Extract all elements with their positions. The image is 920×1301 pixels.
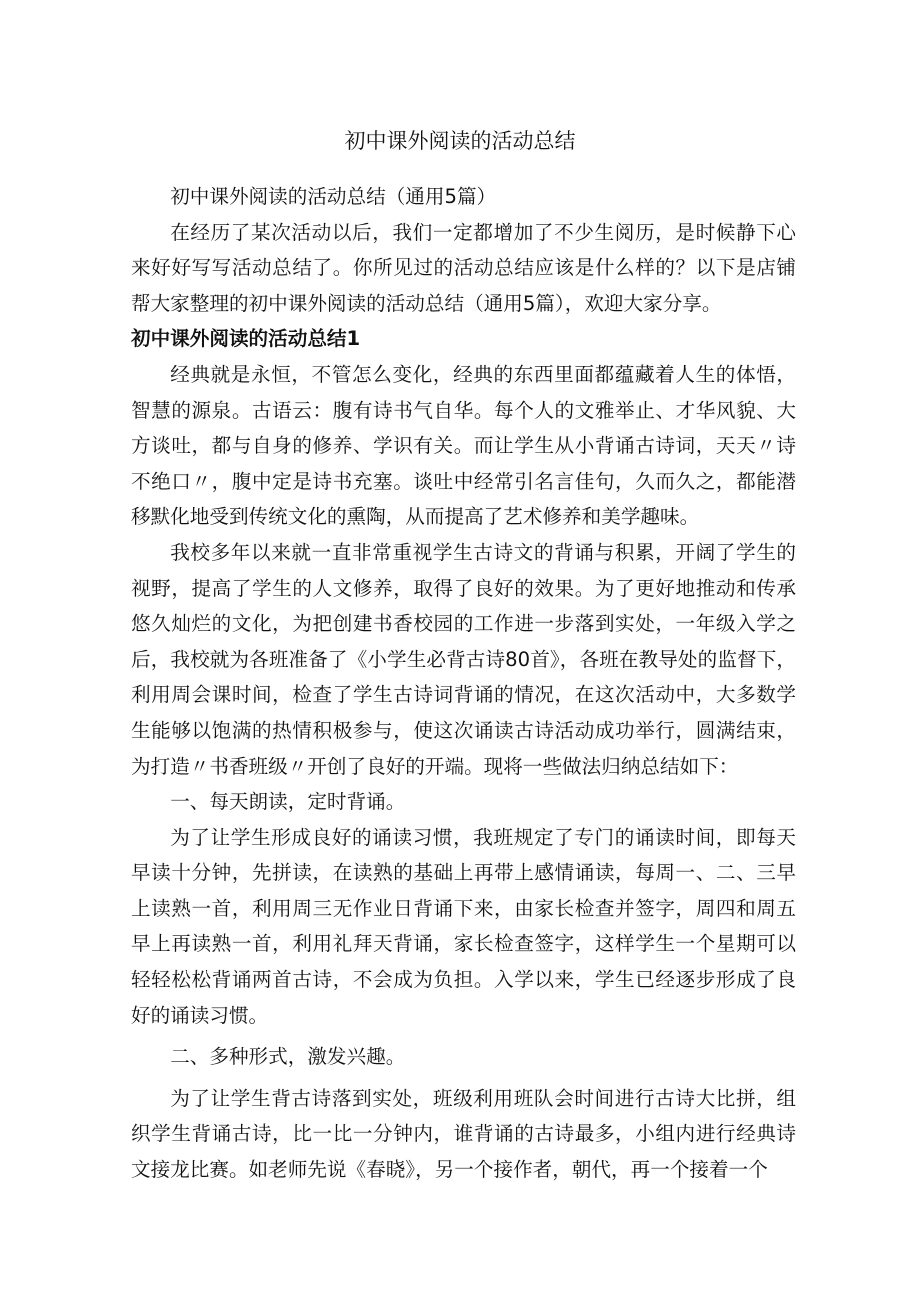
document-body	[131, 179, 796, 1188]
section-heading: 初中课外阅读的活动总结1	[131, 327, 361, 351]
document-title: 初中课外阅读的活动总结	[344, 129, 576, 153]
intro-paragraph: 在经历了某次活动以后，我们一定都增加了不少生阅历，是时候静下心来好好写写活动总结了。你所见过的活动总结应该是什么样的？以下是店铺帮大家整理的初中课外阅读的活动总结（通用5篇），欢迎大家分享。	[131, 220, 796, 315]
document-subtitle: 初中课外阅读的活动总结（通用5篇）	[170, 185, 497, 208]
paragraph-4: 为了让学生背古诗落到实处，班级利用班队会时间进行古诗大比拼，组织学生背诵古诗，比一比一分钟内，谁背诵的古诗最多，小组内进行经典诗文接龙比赛。如老师先说《春晓》，另一个接作者，朝代，再一个接着一个	[131, 1086, 796, 1182]
point-heading-2: 二、多种形式，激发兴趣。	[170, 1045, 406, 1069]
point-heading-1: 一、每天朗读，定时背诵。	[170, 790, 406, 814]
paragraph-3: 为了让学生形成良好的诵读习惯，我班规定了专门的诵读时间，即每天早读十分钟，先拼读，在读熟的基础上再带上感情诵读，每周一、二、三早上读熟一首，利用周三无作业日背诵下来，由家长检查并签字，周四和周五早上再读熟一首，利用礼拜天背诵，家长检查签字，这样学生一个星期可以轻轻松松背诵两首古诗，不会成为负担。入学以来，学生已经逐步形成了良好的诵读习惯。	[131, 825, 796, 1027]
paragraph-2: 我校多年以来就一直非常重视学生古诗文的背诵与积累，开阔了学生的视野，提高了学生的人文修养，取得了良好的效果。为了更好地推动和传承悠久灿烂的文化，为把创建书香校园的工作进一步落到实处，一年级入学之后，我校就为各班准备了《小学生必背古诗80首》，各班在教导处的监督下，利用周会课时间，检查了学生古诗词背诵的情况，在这次活动中，大多数学生能够以饱满的热情积极参与，使这次诵读古诗活动成功举行，圆满结束，为打造〃书香班级〃开创了良好的开端。现将一些做法归纳总结如下：	[131, 540, 796, 778]
paragraph-1: 经典就是永恒，不管怎么变化，经典的东西里面都蕴藏着人生的体悟，智慧的源泉。古语云：腹有诗书气自华。每个人的文雅举止、才华风貌、大方谈吐，都与自身的修养、学识有关。而让学生从小背诵古诗词，天天〃诗不绝口〃，腹中定是诗书充塞。谈吐中经常引名言佳句，久而久之，都能潜移默化地受到传统文化的熏陶，从而提高了艺术修养和美学趣味。	[131, 362, 796, 529]
